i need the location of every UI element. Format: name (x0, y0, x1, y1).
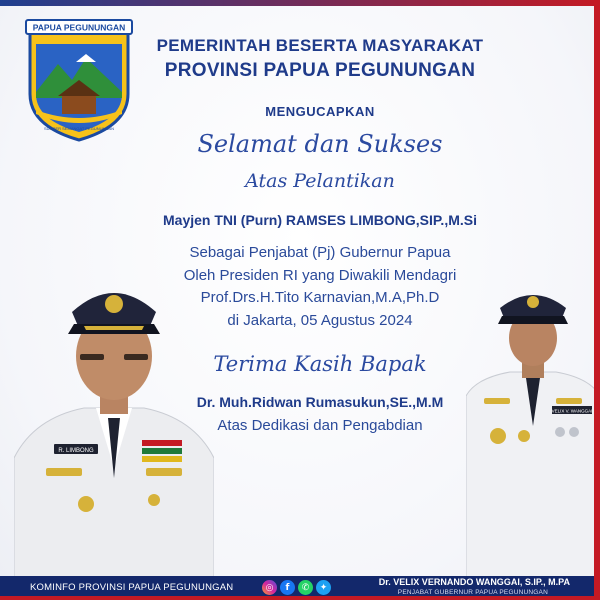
left-nametag: R. LIMBONG (58, 448, 94, 454)
portrait-left (14, 268, 214, 578)
appointment-line: Prof.Drs.H.Tito Karnavian,M.A,Ph.D (200, 289, 440, 306)
thanks-text: Atas Dedikasi dan Pengabdian (217, 417, 423, 434)
thanks-script-title: Terima Kasih Bapak (213, 352, 427, 376)
top-accent-bar (0, 0, 600, 6)
footer-bar (0, 576, 600, 600)
twitter-icon[interactable]: ✦ (316, 580, 331, 595)
congrats-script-subtitle: Atas Pelantikan (245, 170, 395, 192)
social-icons (262, 580, 331, 595)
footer-org: KOMINFO PROVINSI PAPUA PEGUNUNGAN (30, 582, 234, 593)
signer-name: Dr. VELIX VERNANDO WANGGAI, S.IP., M.PA (378, 577, 570, 587)
appointment-line: Oleh Presiden RI yang Diwakili Mendagri (183, 266, 457, 284)
honoree-name: Mayjen TNI (Purn) RAMSES LIMBONG,SIP.,M.Si (163, 212, 477, 228)
facebook-icon[interactable]: f (280, 580, 295, 595)
appointment-line: Sebagai Penjabat (Pj) Gubernur Papua (189, 244, 451, 261)
congrats-script-title: Selamat dan Sukses (197, 130, 443, 158)
province-emblem (24, 14, 134, 142)
header-line-2: PROVINSI PAPUA PEGUNUNGAN (164, 60, 476, 81)
portrait-right (466, 286, 600, 578)
right-nametag: VELIX V. WANGGAI (551, 408, 593, 414)
emblem-motto-text: SUMBER SEMANGAT PEGUNUNGAN (43, 126, 115, 131)
emblem-banner-text: PAPUA PEGUNUNGAN (32, 22, 126, 33)
header-line-1: PEMERINTAH BESERTA MASYARAKAT (156, 36, 484, 55)
whatsapp-icon[interactable]: ✆ (298, 580, 313, 595)
instagram-icon[interactable]: ◎ (262, 580, 277, 595)
thanks-honoree-name: Dr. Muh.Ridwan Rumasukun,SE.,M.M (196, 394, 444, 410)
appointment-line: di Jakarta, 05 Agustus 2024 (227, 311, 413, 329)
mengucapkan-label: MENGUCAPKAN (265, 104, 375, 119)
signer-role: PENJABAT GUBERNUR PAPUA PEGUNUNGAN (397, 589, 548, 596)
